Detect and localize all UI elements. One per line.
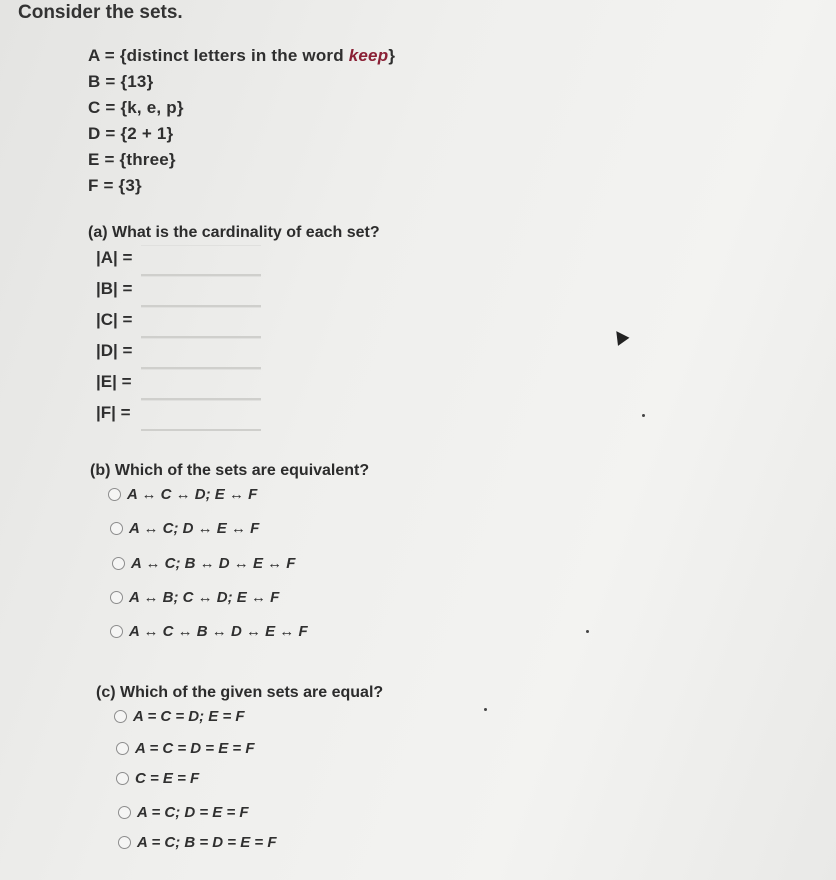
cardinality-input-a[interactable] [141, 245, 261, 276]
screen-speck [586, 630, 589, 633]
question-c: (c) Which of the given sets are equal? [96, 684, 384, 701]
radio-button[interactable] [118, 806, 131, 819]
set-e-definition: E = {three} [88, 150, 176, 169]
screen-speck [642, 414, 645, 417]
set-a-definition: A = {distinct letters in the word keep} [88, 46, 396, 65]
cardinality-label-b: |B| = [96, 279, 133, 298]
equal-option-5[interactable] [118, 834, 276, 851]
radio-button[interactable] [108, 488, 121, 501]
question-b: (b) Which of the sets are equivalent? [90, 462, 370, 479]
radio-button[interactable] [112, 557, 125, 570]
option-label: A ↔ C ↔ B ↔ D ↔ E ↔ F [129, 623, 308, 640]
page-heading: Consider the sets. [18, 2, 183, 23]
cardinality-input-e[interactable] [141, 369, 261, 400]
equivalent-option-2[interactable] [110, 520, 259, 537]
equal-option-3[interactable] [116, 770, 199, 787]
option-label: A ↔ C ↔ D; E ↔ F [127, 486, 258, 503]
equal-option-2[interactable] [116, 740, 255, 757]
set-c-definition: C = {k, e, p} [88, 98, 184, 117]
radio-button[interactable] [116, 772, 129, 785]
cardinality-input-b[interactable] [141, 276, 261, 307]
equivalent-option-1[interactable] [108, 486, 257, 503]
question-a: (a) What is the cardinality of each set? [88, 224, 380, 241]
radio-button[interactable] [116, 742, 129, 755]
radio-button[interactable] [110, 522, 123, 535]
radio-button[interactable] [110, 625, 123, 638]
set-f-definition: F = {3} [88, 176, 142, 195]
set-b-definition: B = {13} [88, 72, 154, 91]
option-label: C = E = F [135, 770, 200, 787]
cardinality-label-c: |C| = [96, 310, 133, 329]
equivalent-option-4[interactable] [110, 589, 279, 606]
radio-button[interactable] [114, 710, 127, 723]
mouse-cursor-icon [611, 327, 630, 346]
cardinality-input-d[interactable] [141, 338, 261, 369]
cardinality-input-f[interactable] [141, 400, 261, 431]
radio-button[interactable] [118, 836, 131, 849]
option-label: A ↔ C; D ↔ E ↔ F [129, 520, 260, 537]
equivalent-option-3[interactable] [112, 555, 295, 572]
cardinality-label-d: |D| = [96, 341, 133, 360]
equivalent-option-5[interactable] [110, 623, 308, 640]
option-label: A = C; B = D = E = F [137, 834, 277, 851]
equal-option-1[interactable] [114, 708, 245, 725]
option-label: A ↔ B; C ↔ D; E ↔ F [129, 589, 280, 606]
option-label: A = C; D = E = F [137, 804, 249, 821]
cardinality-label-a: |A| = [96, 248, 133, 267]
cardinality-label-e: |E| = [96, 372, 132, 391]
cardinality-input-c[interactable] [141, 307, 261, 338]
equal-option-4[interactable] [118, 804, 249, 821]
keyword-keep: keep [348, 46, 389, 65]
set-d-definition: D = {2 + 1} [88, 124, 174, 143]
radio-button[interactable] [110, 591, 123, 604]
cardinality-label-f: |F| = [96, 403, 131, 422]
option-label: A ↔ C; B ↔ D ↔ E ↔ F [131, 555, 296, 572]
screen-speck [484, 708, 487, 711]
option-label: A = C = D = E = F [135, 740, 255, 757]
option-label: A = C = D; E = F [133, 708, 245, 725]
